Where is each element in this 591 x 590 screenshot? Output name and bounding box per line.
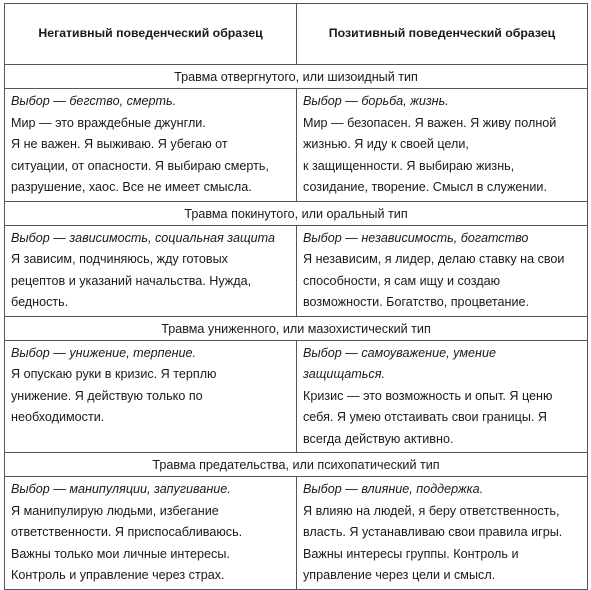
section-title: Травма униженного, или мазохистический тип [161,321,431,336]
section-content-row [5,225,587,316]
positive-line: к защищенности. Я выбираю жизнь, [303,158,515,173]
negative-line: рецептов и указаний начальства. Нужда, [11,273,252,288]
section-title-row [5,316,587,340]
positive-line: способности, я сам ищу и создаю [303,273,501,288]
section-title: Травма покинутого, или оральный тип [184,206,408,221]
positive-line: себя. Я умею отстаивать свои границы. Я [303,410,548,424]
negative-line: Я опускаю руки в кризис. Я терплю [11,367,217,381]
section-content-row [5,340,587,453]
positive-line: жизнью. Я иду к своей цели, [303,137,469,151]
header-positive: Позитивный поведенческий образец [328,26,556,41]
negative-line: Я не важен. Я выживаю. Я убегаю от [11,137,228,151]
positive-line: Я независим, я лидер, делаю ставку на свои [303,252,565,266]
section-title-row [5,201,587,225]
negative-line: необходимости. [11,410,105,424]
positive-line: Мир — безопасен. Я важен. Я живу полной [303,115,557,130]
negative-line: Я зависим, подчиняюсь, жду готовых [11,252,228,266]
positive-choice: Выбор — самоуважение, умение [303,345,496,360]
negative-choice: Выбор — зависимость, социальная защита [11,230,276,245]
negative-pattern-cell [5,226,297,316]
section-title-row [5,64,587,88]
positive-pattern-cell [297,341,587,453]
positive-choice: Выбор — борьба, жизнь. [303,94,449,108]
positive-line: созидание, творение. Смысл в служении. [303,180,547,194]
section-title: Травма отвергнутого, или шизоидный тип [174,70,418,84]
positive-line: управление через цели и смысл. [303,568,496,582]
section-title: Травма предательства, или психопатический тип [152,458,440,472]
negative-line: Контроль и управление через страх. [11,568,225,582]
positive-line: власть. Я устанавливаю свои правила игры. [303,525,563,539]
behavior-patterns-table [4,3,588,590]
positive-pattern-cell [297,226,587,316]
negative-pattern-cell [5,89,297,201]
section-content-row [5,476,587,589]
positive-choice: Выбор — независимость, богатство [303,230,529,245]
positive-pattern-cell [297,477,587,589]
positive-line: Я влияю на людей, я беру ответственность, [303,503,560,518]
negative-choice: Выбор — манипуляции, запугивание. [11,482,231,496]
section-title-row [5,452,587,476]
negative-line: Мир — это враждебные джунгли. [11,115,206,130]
negative-line: Важны только мои личные интересы. [11,546,230,561]
negative-line: Я манипулирую людьми, избегание [11,503,219,518]
section-content-row [5,88,587,201]
negative-line: ситуации, от опасности. Я выбираю смерть, [11,158,269,173]
table-header-row [5,4,587,64]
positive-line: Кризис — это возможность и опыт. Я ценю [303,388,553,403]
negative-pattern-cell [5,341,297,453]
header-negative: Негативный поведенческий образец [5,4,297,64]
negative-pattern-cell [5,477,297,589]
negative-line: бедность. [11,295,69,309]
negative-line: ответственности. Я приспосабливаюсь. [11,525,243,539]
positive-pattern-cell [297,89,587,201]
negative-line: унижение. Я действую только по [11,388,203,403]
positive-line: Важны интересы группы. Контроль и [303,546,519,561]
positive-choice-continued: защищаться. [303,367,385,381]
positive-choice: Выбор — влияние, поддержка. [303,482,484,496]
positive-line: возможности. Богатство, процветание. [303,295,530,309]
negative-line: разрушение, хаос. Все не имеет смысла. [11,180,252,194]
positive-line: всегда действую активно. [303,431,454,446]
negative-choice: Выбор — бегство, смерть. [11,94,177,108]
negative-choice: Выбор — унижение, терпение. [11,345,197,360]
